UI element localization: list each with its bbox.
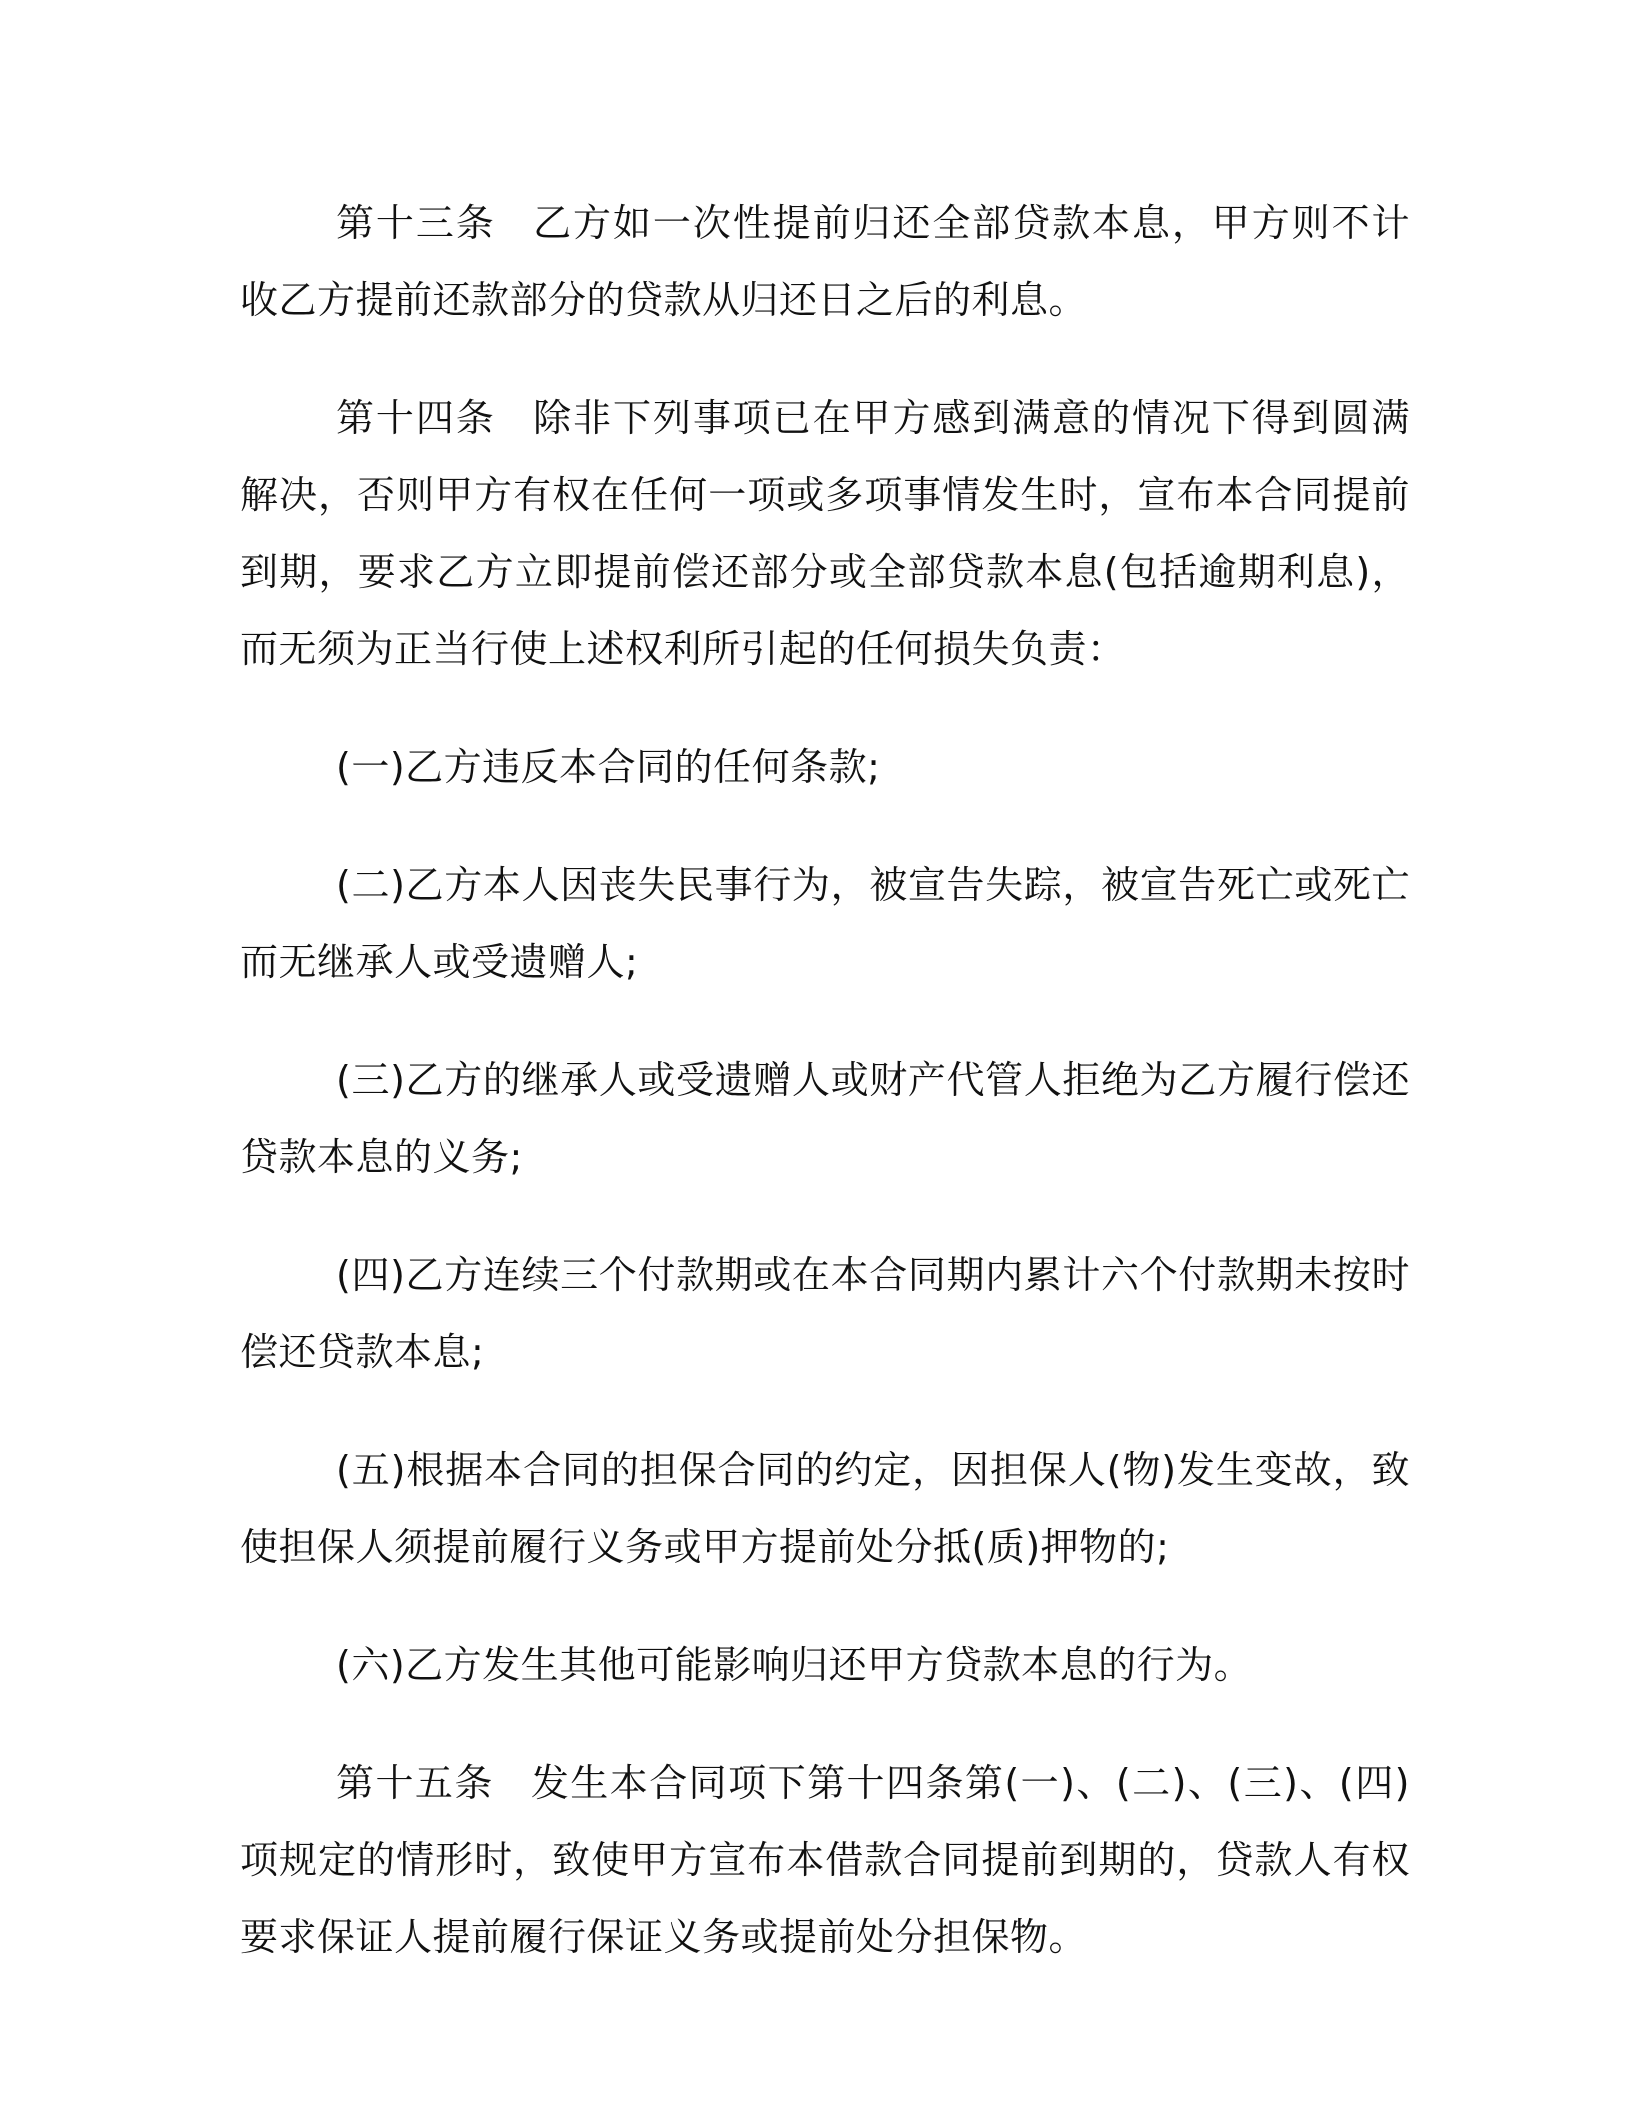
list-item-3: (三)乙方的继承人或受遗赠人或财产代管人拒绝为乙方履行偿还贷款本息的义务;: [240, 1058, 1410, 1179]
list-item-2: (二)乙方本人因丧失民事行为，被宣告失踪，被宣告死亡或死亡而无继承人或受遗赠人;: [240, 863, 1410, 984]
article-15: [240, 1745, 1410, 1976]
document-page: [240, 185, 1410, 2017]
article-13: [240, 185, 1410, 339]
list-item-1: (一)乙方违反本合同的任何条款;: [336, 745, 881, 789]
list-item-4: (四)乙方连续三个付款期或在本合同期内累计六个付款期未按时偿还贷款本息;: [240, 1253, 1410, 1374]
list-item-6: (六)乙方发生其他可能影响归还甲方贷款本息的行为。: [336, 1643, 1253, 1687]
list-item-5: (五)根据本合同的担保合同的约定，因担保人(物)发生变故，致使担保人须提前履行义务或甲方提前处分抵(质)押物的;: [240, 1448, 1410, 1569]
article-14-text: 除非下列事项已在甲方感到满意的情况下得到圆满解决，否则甲方有权在任何一项或多项事情发生时，宣布本合同提前到期，要求乙方立即提前偿还部分或全部贷款本息(包括逾期利息)，而无须为正当行使上述权利所引起的任何损失负责：: [240, 396, 1410, 671]
article-13-text: 乙方如一次性提前归还全部贷款本息，甲方则不计收乙方提前还款部分的贷款从归还日之后的利息。: [240, 201, 1410, 322]
article-15-text: 发生本合同项下第十四条第(一)、(二)、(三)、(四)项规定的情形时，致使甲方宣布本借款合同提前到期的，贷款人有权要求保证人提前履行保证义务或提前处分担保物。: [240, 1761, 1410, 1959]
article-14-heading: 第十四条: [336, 396, 496, 440]
article-13-heading: 第十三条: [336, 201, 496, 245]
article-14: [240, 380, 1410, 688]
article-15-heading: 第十五条: [336, 1761, 494, 1805]
